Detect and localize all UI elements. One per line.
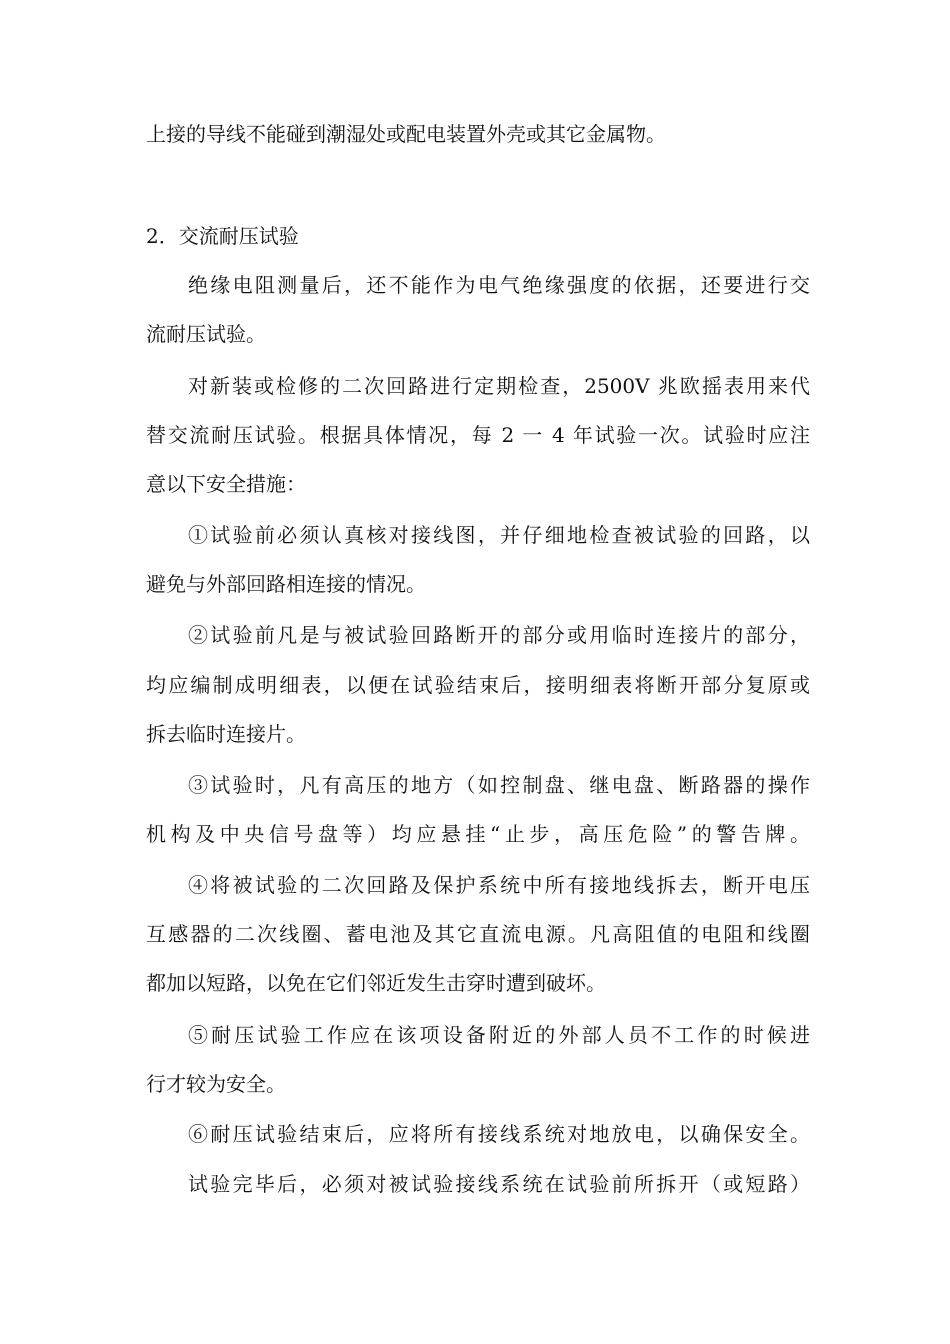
list-item-line: 拆去临时连接片。	[146, 722, 306, 746]
paragraph-line: 对新装或检修的二次回路进行定期检查，2500V 兆欧摇表用来代	[188, 374, 810, 398]
paragraph-line: 试验完毕后，必须对被试验接线系统在试验前所拆开（或短路）	[188, 1172, 810, 1196]
list-item-line: 避免与外部回路相连接的情况。	[146, 572, 426, 596]
list-item-line: ①试验前必须认真核对接线图，并仔细地检查被试验的回路，以	[188, 523, 810, 547]
list-item-line: ④将被试验的二次回路及保护系统中所有接地线拆去，断开电压	[188, 873, 810, 897]
paragraph-line: 替交流耐压试验。根据具体情况，每 2 一 4 年试验一次。试验时应注	[146, 423, 810, 447]
list-item-line: 行才较为安全。	[146, 1072, 286, 1096]
list-item-line: 都加以短路，以免在它们邻近发生击穿时遭到破坏。	[146, 971, 606, 995]
list-item-line: ⑤耐压试验工作应在该项设备附近的外部人员不工作的时候进	[188, 1023, 810, 1047]
continuation-text-line: 上接的导线不能碰到潮湿处或配电装置外壳或其它金属物。	[146, 122, 666, 146]
paragraph-line: 流耐压试验。	[146, 322, 266, 346]
section-heading: 2．交流耐压试验	[146, 224, 299, 248]
list-item-line: 互感器的二次线圈、蓄电池及其它直流电源。凡高阻值的电阻和线圈	[146, 922, 810, 946]
list-item-line: 均应编制成明细表，以便在试验结束后，接明细表将断开部分复原或	[146, 673, 810, 697]
paragraph-line: 意以下安全措施：	[146, 472, 306, 496]
list-item-line: 机构及中央信号盘等）均应悬挂“止步，高压危险”的警告牌。	[146, 822, 810, 846]
list-item-line: ③试验时，凡有高压的地方（如控制盘、继电盘、断路器的操作	[188, 773, 810, 797]
paragraph-line: 绝缘电阻测量后，还不能作为电气绝缘强度的依据，还要进行交	[188, 273, 810, 297]
list-item-line: ⑥耐压试验结束后，应将所有接线系统对地放电，以确保安全。	[188, 1122, 810, 1146]
list-item-line: ②试验前凡是与被试验回路断开的部分或用临时连接片的部分，	[188, 623, 810, 647]
